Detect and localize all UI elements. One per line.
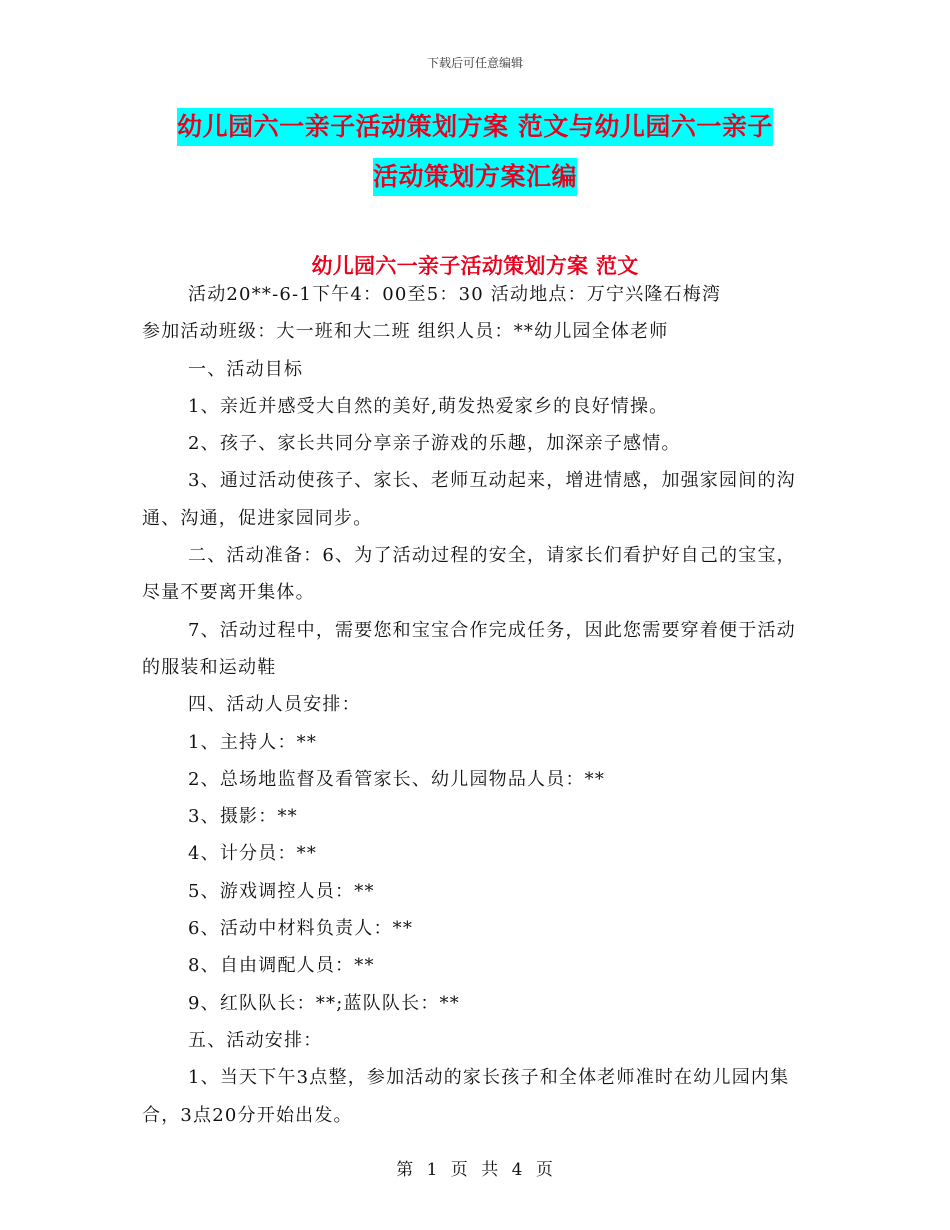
paragraph: 1、亲近并感受大自然的美好,萌发热爱家乡的良好情操。 [188, 395, 669, 417]
paragraph: 7、活动过程中，需要您和宝宝合作完成任务，因此您需要穿着便于活动的服装和运动鞋 [142, 619, 796, 678]
paragraph: 活动20**-6-1下午4：00至5：30 活动地点：万宁兴隆石梅湾 [188, 284, 722, 305]
document-title [140, 108, 810, 208]
paragraph: 6、活动中材料负责人：** [188, 918, 414, 940]
paragraph: 1、当天下午3点整，参加活动的家长孩子和全体老师准时在幼儿园内集合，3点20分开始出发。 [142, 1067, 790, 1126]
paragraph: 2、总场地监督及看管家长、幼儿园物品人员：** [188, 768, 606, 790]
document-body [142, 276, 810, 1134]
paragraph: 五、活动安排： [188, 1029, 323, 1051]
paragraph: 3、通过活动使孩子、家长、老师互动起来，增进情感，加强家园间的沟通、沟通，促进家园同步。 [142, 470, 796, 529]
title-line-1: 幼儿园六一亲子活动策划方案 范文与幼儿园六一亲子 [177, 108, 773, 146]
paragraph: 9、红队队长：**;蓝队队长：** [188, 992, 460, 1014]
paragraph: 2、孩子、家长共同分享亲子游戏的乐趣，加深亲子感情。 [188, 433, 681, 455]
paragraph: 4、计分员：** [188, 843, 318, 865]
paragraph: 3、摄影：** [188, 806, 298, 828]
paragraph: 5、游戏调控人员：** [188, 880, 375, 902]
title-line-2: 活动策划方案汇编 [373, 158, 577, 196]
paragraph: 8、自由调配人员：** [188, 955, 375, 977]
paragraph: 一、活动目标 [188, 358, 304, 380]
paragraph: 二、活动准备：6、为了活动过程的安全，请家长们看护好自己的宝宝，尽量不要离开集体。 [142, 545, 796, 604]
page-footer: 第 1 页 共 4 页 [396, 1160, 554, 1180]
section-subtitle: 幼儿园六一亲子活动策划方案 范文 [311, 253, 639, 278]
paragraph: 参加活动班级：大一班和大二班 组织人员：**幼儿园全体老师 [142, 321, 669, 343]
paragraph: 四、活动人员安排： [188, 694, 361, 716]
header-note: 下载后可任意编辑 [426, 56, 523, 70]
paragraph: 1、主持人：** [188, 731, 318, 753]
